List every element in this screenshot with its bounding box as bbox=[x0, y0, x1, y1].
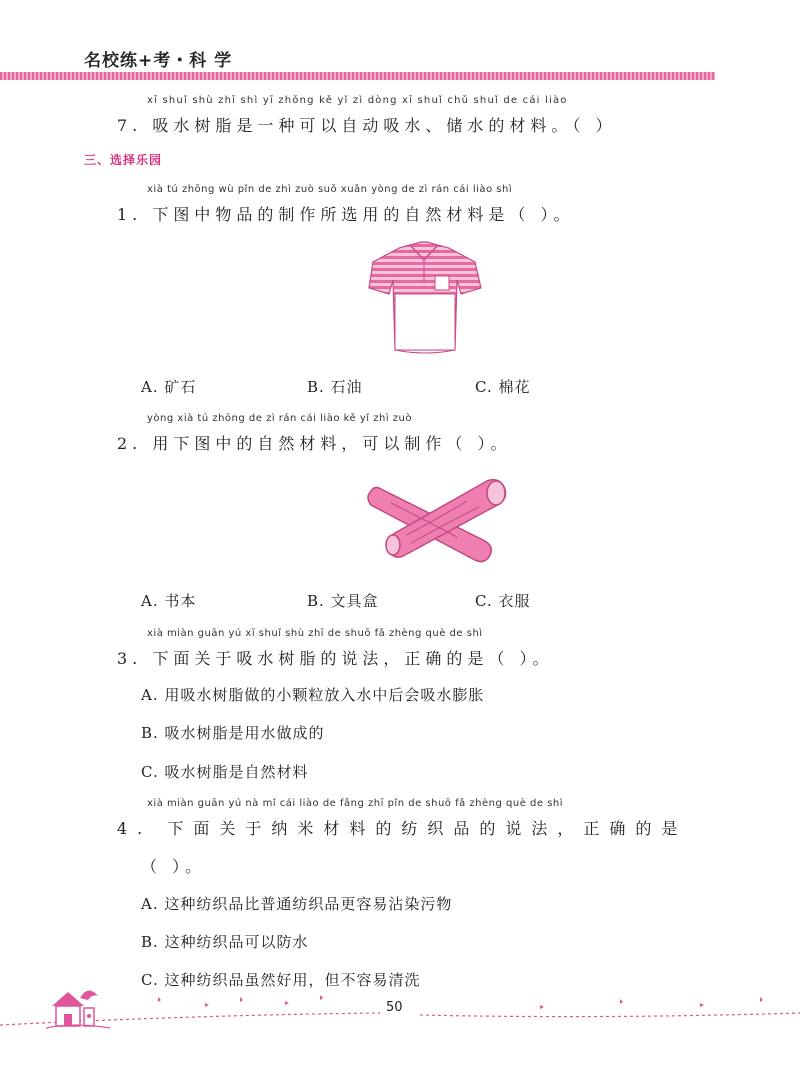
q4-text-continued: （ ）。 bbox=[141, 857, 207, 876]
q2-option-a: A. 书本 bbox=[141, 592, 197, 610]
q7-text: 7. 吸水树脂是一种可以自动吸水、储水的材料。（ ） bbox=[117, 116, 617, 135]
q3-option-c: C. 吸水树脂是自然材料 bbox=[141, 763, 309, 781]
q3-pinyin: xià miàn guān yú xī shuǐ shù zhī de shuō fǎ zhèng què de shì bbox=[147, 628, 483, 639]
section-title: 三、选择乐园 bbox=[84, 153, 163, 167]
q4-text: 4. 下面关于纳米材料的纺织品的说法，正确的是 bbox=[117, 819, 688, 838]
q1-option-a: A. 矿石 bbox=[141, 378, 197, 396]
q3-option-a: A. 用吸水树脂做的小颗粒放入水中后会吸水膨胀 bbox=[141, 686, 485, 704]
q7-pinyin: xī shuǐ shù zhī shì yī zhǒng kě yǐ zì dòng xī shuǐ chǔ shuǐ de cái liào bbox=[147, 95, 568, 106]
q2-option-b: B. 文具盒 bbox=[307, 592, 379, 610]
q1-text: 1. 下图中物品的制作所选用的自然材料是（ ）。 bbox=[117, 205, 575, 224]
q4-option-a: A. 这种纺织品比普通纺织品更容易沾染污物 bbox=[141, 895, 453, 913]
q2-text: 2. 用下图中的自然材料，可以制作（ ）。 bbox=[117, 434, 512, 453]
house-icon bbox=[44, 982, 114, 1030]
q3-text: 3. 下面关于吸水树脂的说法，正确的是（ ）。 bbox=[117, 649, 554, 668]
q3-option-b: B. 吸水树脂是用水做成的 bbox=[141, 724, 325, 742]
q1-pinyin: xià tú zhōng wù pǐn de zhì zuò suǒ xuǎn yòng de zì rán cái liào shì bbox=[147, 184, 513, 195]
page-number: 50 bbox=[386, 1000, 403, 1015]
q1-option-b: B. 石油 bbox=[307, 378, 363, 396]
q4-option-c: C. 这种纺织品虽然好用，但不容易清洗 bbox=[141, 971, 421, 989]
shirt-illustration bbox=[365, 238, 483, 358]
q1-option-c: C. 棉花 bbox=[475, 378, 531, 396]
header-stripe bbox=[0, 72, 715, 80]
q4-pinyin: xià miàn guān yú nà mǐ cái liào de fǎng zhī pǐn de shuō fǎ zhèng què de shì bbox=[147, 798, 564, 809]
q2-pinyin: yòng xià tú zhōng de zì rán cái liào kě yǐ zhì zuò bbox=[147, 413, 413, 424]
q4-option-b: B. 这种纺织品可以防水 bbox=[141, 933, 309, 951]
book-title: 名校练+考・科 学 bbox=[84, 51, 233, 71]
q2-option-c: C. 衣服 bbox=[475, 592, 531, 610]
wood-logs-illustration bbox=[367, 475, 512, 567]
